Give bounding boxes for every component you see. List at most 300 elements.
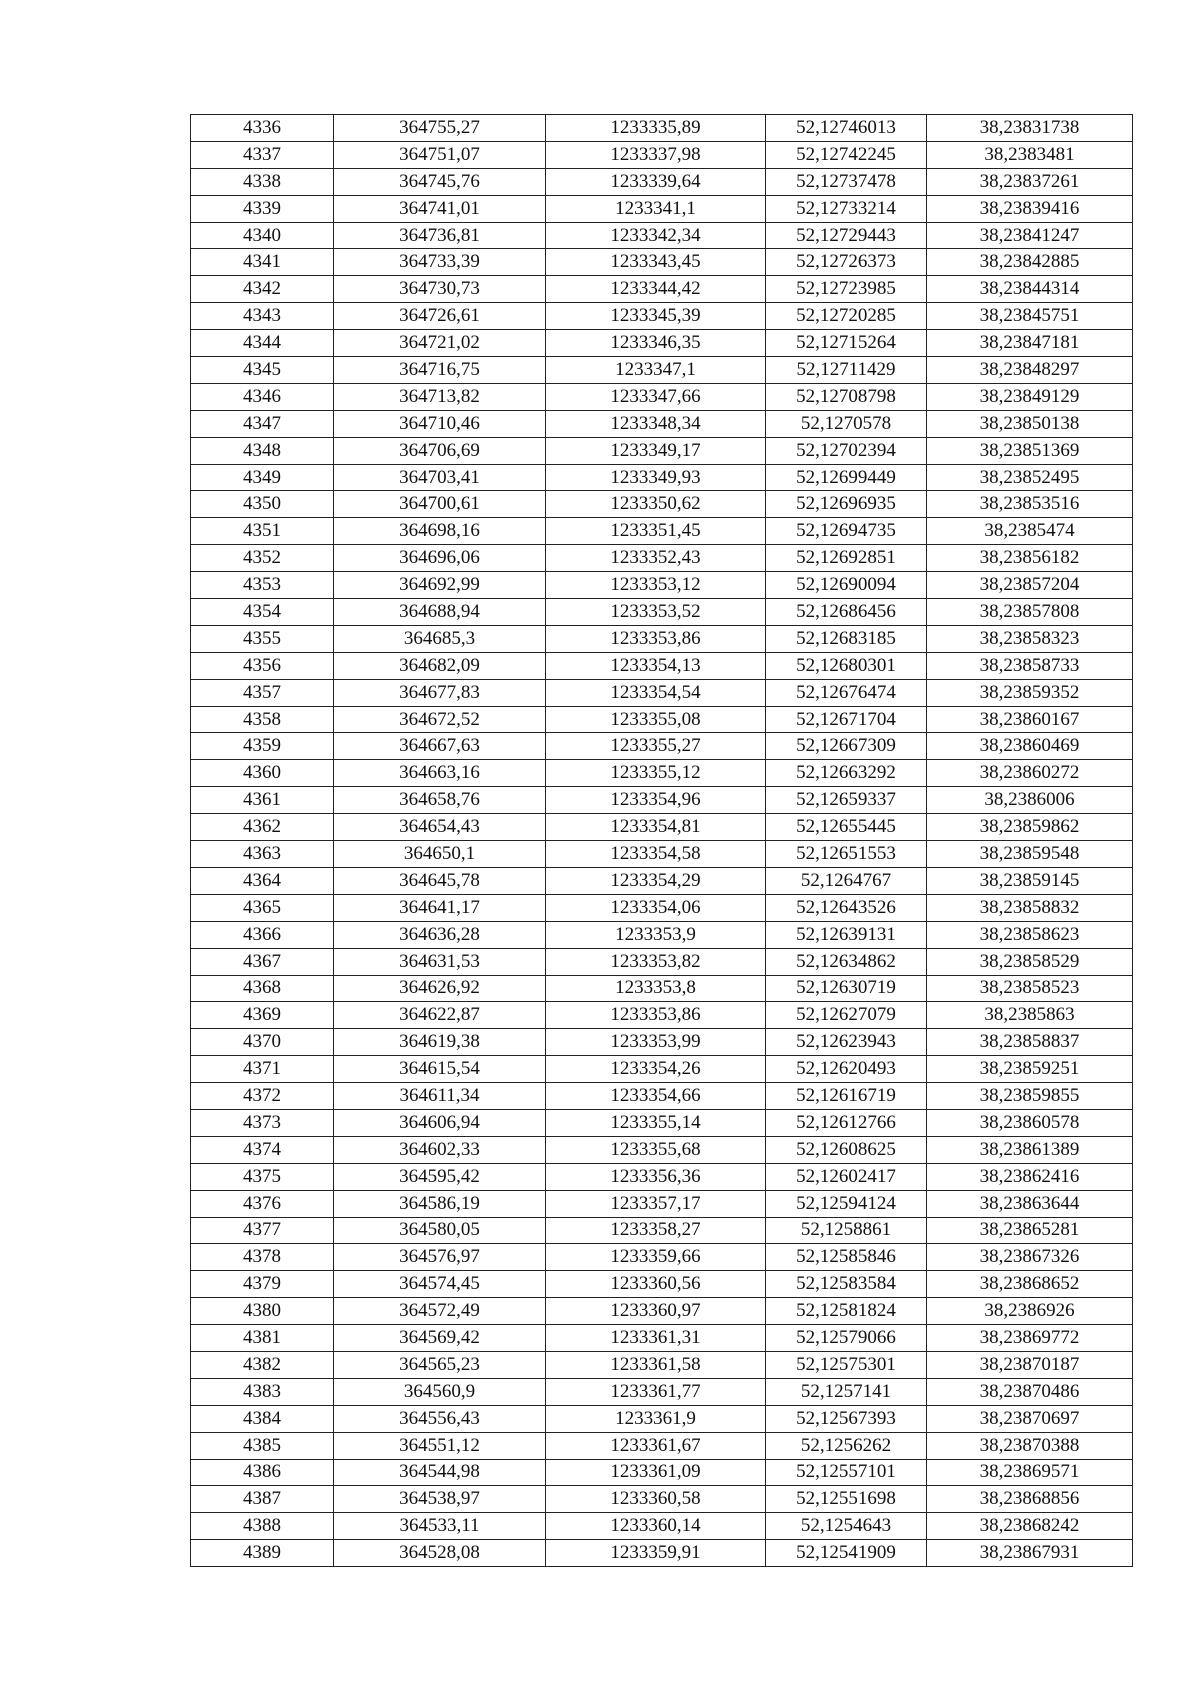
- point-number-cell: 4366: [191, 921, 334, 948]
- longitude-cell: 38,23845751: [927, 303, 1133, 330]
- point-number-cell: 4374: [191, 1136, 334, 1163]
- table-row: [191, 948, 1133, 975]
- longitude-cell: 38,2385863: [927, 1002, 1133, 1029]
- longitude-cell: 38,23859251: [927, 1056, 1133, 1083]
- table-row: [191, 706, 1133, 733]
- point-number-cell: 4381: [191, 1325, 334, 1352]
- table-row: [191, 545, 1133, 572]
- x-coordinate-cell: 364692,99: [334, 572, 546, 599]
- longitude-cell: 38,23857204: [927, 572, 1133, 599]
- y-coordinate-cell: 1233360,14: [546, 1513, 766, 1540]
- latitude-cell: 52,12616719: [766, 1083, 927, 1110]
- x-coordinate-cell: 364751,07: [334, 141, 546, 168]
- y-coordinate-cell: 1233361,67: [546, 1432, 766, 1459]
- point-number-cell: 4343: [191, 303, 334, 330]
- table-row: [191, 1325, 1133, 1352]
- table-row: [191, 760, 1133, 787]
- longitude-cell: 38,23858523: [927, 975, 1133, 1002]
- x-coordinate-cell: 364730,73: [334, 276, 546, 303]
- y-coordinate-cell: 1233343,45: [546, 249, 766, 276]
- table-row: [191, 1486, 1133, 1513]
- latitude-cell: 52,12680301: [766, 652, 927, 679]
- point-number-cell: 4373: [191, 1109, 334, 1136]
- latitude-cell: 52,1258861: [766, 1217, 927, 1244]
- y-coordinate-cell: 1233341,1: [546, 195, 766, 222]
- latitude-cell: 52,12737478: [766, 168, 927, 195]
- x-coordinate-cell: 364733,39: [334, 249, 546, 276]
- x-coordinate-cell: 364565,23: [334, 1351, 546, 1378]
- x-coordinate-cell: 364631,53: [334, 948, 546, 975]
- longitude-cell: 38,23867326: [927, 1244, 1133, 1271]
- y-coordinate-cell: 1233337,98: [546, 141, 766, 168]
- latitude-cell: 52,12557101: [766, 1459, 927, 1486]
- table-row: [191, 1298, 1133, 1325]
- latitude-cell: 52,12585846: [766, 1244, 927, 1271]
- latitude-cell: 52,12667309: [766, 733, 927, 760]
- table-row: [191, 491, 1133, 518]
- y-coordinate-cell: 1233354,58: [546, 841, 766, 868]
- y-coordinate-cell: 1233353,86: [546, 1002, 766, 1029]
- longitude-cell: 38,2383481: [927, 141, 1133, 168]
- x-coordinate-cell: 364688,94: [334, 599, 546, 626]
- longitude-cell: 38,23867931: [927, 1540, 1133, 1567]
- latitude-cell: 52,12651553: [766, 841, 927, 868]
- longitude-cell: 38,23858323: [927, 625, 1133, 652]
- x-coordinate-cell: 364619,38: [334, 1029, 546, 1056]
- x-coordinate-cell: 364569,42: [334, 1325, 546, 1352]
- x-coordinate-cell: 364726,61: [334, 303, 546, 330]
- x-coordinate-cell: 364580,05: [334, 1217, 546, 1244]
- point-number-cell: 4387: [191, 1486, 334, 1513]
- table-row: [191, 1378, 1133, 1405]
- longitude-cell: 38,23847181: [927, 330, 1133, 357]
- longitude-cell: 38,23860578: [927, 1109, 1133, 1136]
- table-row: [191, 814, 1133, 841]
- y-coordinate-cell: 1233361,77: [546, 1378, 766, 1405]
- latitude-cell: 52,12726373: [766, 249, 927, 276]
- longitude-cell: 38,23870388: [927, 1432, 1133, 1459]
- point-number-cell: 4383: [191, 1378, 334, 1405]
- x-coordinate-cell: 364636,28: [334, 921, 546, 948]
- table-row: [191, 625, 1133, 652]
- latitude-cell: 52,12623943: [766, 1029, 927, 1056]
- x-coordinate-cell: 364606,94: [334, 1109, 546, 1136]
- table-row: [191, 1513, 1133, 1540]
- latitude-cell: 52,12575301: [766, 1351, 927, 1378]
- longitude-cell: 38,23863644: [927, 1190, 1133, 1217]
- latitude-cell: 52,12579066: [766, 1325, 927, 1352]
- table-row: [191, 733, 1133, 760]
- longitude-cell: 38,23868856: [927, 1486, 1133, 1513]
- longitude-cell: 38,23849129: [927, 383, 1133, 410]
- y-coordinate-cell: 1233353,86: [546, 625, 766, 652]
- point-number-cell: 4375: [191, 1163, 334, 1190]
- y-coordinate-cell: 1233354,54: [546, 679, 766, 706]
- table-row: [191, 1056, 1133, 1083]
- point-number-cell: 4341: [191, 249, 334, 276]
- x-coordinate-cell: 364658,76: [334, 787, 546, 814]
- y-coordinate-cell: 1233345,39: [546, 303, 766, 330]
- point-number-cell: 4382: [191, 1351, 334, 1378]
- longitude-cell: 38,23859855: [927, 1083, 1133, 1110]
- latitude-cell: 52,12612766: [766, 1109, 927, 1136]
- latitude-cell: 52,12702394: [766, 437, 927, 464]
- table-row: [191, 894, 1133, 921]
- longitude-cell: 38,23858837: [927, 1029, 1133, 1056]
- y-coordinate-cell: 1233353,8: [546, 975, 766, 1002]
- y-coordinate-cell: 1233359,66: [546, 1244, 766, 1271]
- point-number-cell: 4360: [191, 760, 334, 787]
- longitude-cell: 38,23852495: [927, 464, 1133, 491]
- point-number-cell: 4356: [191, 652, 334, 679]
- latitude-cell: 52,12692851: [766, 545, 927, 572]
- table-row: [191, 1459, 1133, 1486]
- y-coordinate-cell: 1233353,82: [546, 948, 766, 975]
- point-number-cell: 4337: [191, 141, 334, 168]
- point-number-cell: 4389: [191, 1540, 334, 1567]
- x-coordinate-cell: 364574,45: [334, 1271, 546, 1298]
- longitude-cell: 38,23865281: [927, 1217, 1133, 1244]
- point-number-cell: 4378: [191, 1244, 334, 1271]
- latitude-cell: 52,12583584: [766, 1271, 927, 1298]
- table-row: [191, 1109, 1133, 1136]
- y-coordinate-cell: 1233355,12: [546, 760, 766, 787]
- longitude-cell: 38,23862416: [927, 1163, 1133, 1190]
- longitude-cell: 38,23869772: [927, 1325, 1133, 1352]
- y-coordinate-cell: 1233355,14: [546, 1109, 766, 1136]
- x-coordinate-cell: 364602,33: [334, 1136, 546, 1163]
- y-coordinate-cell: 1233353,52: [546, 599, 766, 626]
- x-coordinate-cell: 364677,83: [334, 679, 546, 706]
- latitude-cell: 52,12643526: [766, 894, 927, 921]
- point-number-cell: 4364: [191, 867, 334, 894]
- table-row: [191, 1163, 1133, 1190]
- y-coordinate-cell: 1233354,96: [546, 787, 766, 814]
- x-coordinate-cell: 364703,41: [334, 464, 546, 491]
- longitude-cell: 38,23858832: [927, 894, 1133, 921]
- y-coordinate-cell: 1233346,35: [546, 330, 766, 357]
- latitude-cell: 52,12690094: [766, 572, 927, 599]
- table-row: [191, 841, 1133, 868]
- latitude-cell: 52,12594124: [766, 1190, 927, 1217]
- point-number-cell: 4336: [191, 115, 334, 142]
- longitude-cell: 38,23858529: [927, 948, 1133, 975]
- x-coordinate-cell: 364556,43: [334, 1405, 546, 1432]
- point-number-cell: 4346: [191, 383, 334, 410]
- table-row: [191, 464, 1133, 491]
- longitude-cell: 38,23851369: [927, 437, 1133, 464]
- y-coordinate-cell: 1233355,08: [546, 706, 766, 733]
- table-row: [191, 867, 1133, 894]
- point-number-cell: 4376: [191, 1190, 334, 1217]
- point-number-cell: 4386: [191, 1459, 334, 1486]
- y-coordinate-cell: 1233355,68: [546, 1136, 766, 1163]
- coordinates-table: [190, 114, 1133, 1567]
- point-number-cell: 4385: [191, 1432, 334, 1459]
- y-coordinate-cell: 1233356,36: [546, 1163, 766, 1190]
- table-row: [191, 1405, 1133, 1432]
- latitude-cell: 52,12715264: [766, 330, 927, 357]
- x-coordinate-cell: 364595,42: [334, 1163, 546, 1190]
- longitude-cell: 38,23870697: [927, 1405, 1133, 1432]
- latitude-cell: 52,12602417: [766, 1163, 927, 1190]
- point-number-cell: 4339: [191, 195, 334, 222]
- x-coordinate-cell: 364528,08: [334, 1540, 546, 1567]
- table-row: [191, 303, 1133, 330]
- x-coordinate-cell: 364755,27: [334, 115, 546, 142]
- y-coordinate-cell: 1233354,29: [546, 867, 766, 894]
- table-row: [191, 1190, 1133, 1217]
- x-coordinate-cell: 364663,16: [334, 760, 546, 787]
- longitude-cell: 38,23858733: [927, 652, 1133, 679]
- longitude-cell: 38,23860469: [927, 733, 1133, 760]
- table-row: [191, 1540, 1133, 1567]
- table-row: [191, 679, 1133, 706]
- latitude-cell: 52,12608625: [766, 1136, 927, 1163]
- y-coordinate-cell: 1233353,12: [546, 572, 766, 599]
- x-coordinate-cell: 364572,49: [334, 1298, 546, 1325]
- y-coordinate-cell: 1233353,99: [546, 1029, 766, 1056]
- longitude-cell: 38,23859352: [927, 679, 1133, 706]
- table-row: [191, 1244, 1133, 1271]
- latitude-cell: 52,12723985: [766, 276, 927, 303]
- table-row: [191, 652, 1133, 679]
- point-number-cell: 4369: [191, 1002, 334, 1029]
- longitude-cell: 38,23868242: [927, 1513, 1133, 1540]
- latitude-cell: 52,12711429: [766, 357, 927, 384]
- x-coordinate-cell: 364696,06: [334, 545, 546, 572]
- x-coordinate-cell: 364745,76: [334, 168, 546, 195]
- point-number-cell: 4354: [191, 599, 334, 626]
- longitude-cell: 38,23869571: [927, 1459, 1133, 1486]
- point-number-cell: 4350: [191, 491, 334, 518]
- x-coordinate-cell: 364641,17: [334, 894, 546, 921]
- y-coordinate-cell: 1233352,43: [546, 545, 766, 572]
- table-row: [191, 437, 1133, 464]
- table-row: [191, 141, 1133, 168]
- latitude-cell: 52,12620493: [766, 1056, 927, 1083]
- table-row: [191, 518, 1133, 545]
- latitude-cell: 52,12720285: [766, 303, 927, 330]
- y-coordinate-cell: 1233361,09: [546, 1459, 766, 1486]
- y-coordinate-cell: 1233342,34: [546, 222, 766, 249]
- x-coordinate-cell: 364721,02: [334, 330, 546, 357]
- y-coordinate-cell: 1233358,27: [546, 1217, 766, 1244]
- latitude-cell: 52,12686456: [766, 599, 927, 626]
- latitude-cell: 52,12567393: [766, 1405, 927, 1432]
- x-coordinate-cell: 364615,54: [334, 1056, 546, 1083]
- latitude-cell: 52,12708798: [766, 383, 927, 410]
- y-coordinate-cell: 1233360,56: [546, 1271, 766, 1298]
- y-coordinate-cell: 1233335,89: [546, 115, 766, 142]
- latitude-cell: 52,1256262: [766, 1432, 927, 1459]
- table-row: [191, 975, 1133, 1002]
- longitude-cell: 38,23860272: [927, 760, 1133, 787]
- longitude-cell: 38,23868652: [927, 1271, 1133, 1298]
- latitude-cell: 52,12541909: [766, 1540, 927, 1567]
- latitude-cell: 52,12627079: [766, 1002, 927, 1029]
- y-coordinate-cell: 1233357,17: [546, 1190, 766, 1217]
- latitude-cell: 52,1264767: [766, 867, 927, 894]
- table-row: [191, 787, 1133, 814]
- x-coordinate-cell: 364551,12: [334, 1432, 546, 1459]
- point-number-cell: 4367: [191, 948, 334, 975]
- table-row: [191, 410, 1133, 437]
- point-number-cell: 4355: [191, 625, 334, 652]
- x-coordinate-cell: 364700,61: [334, 491, 546, 518]
- latitude-cell: 52,12671704: [766, 706, 927, 733]
- x-coordinate-cell: 364560,9: [334, 1378, 546, 1405]
- x-coordinate-cell: 364586,19: [334, 1190, 546, 1217]
- y-coordinate-cell: 1233361,31: [546, 1325, 766, 1352]
- table-row: [191, 222, 1133, 249]
- y-coordinate-cell: 1233361,58: [546, 1351, 766, 1378]
- point-number-cell: 4359: [191, 733, 334, 760]
- y-coordinate-cell: 1233347,1: [546, 357, 766, 384]
- y-coordinate-cell: 1233351,45: [546, 518, 766, 545]
- point-number-cell: 4349: [191, 464, 334, 491]
- latitude-cell: 52,12663292: [766, 760, 927, 787]
- table-row: [191, 1029, 1133, 1056]
- x-coordinate-cell: 364710,46: [334, 410, 546, 437]
- latitude-cell: 52,1270578: [766, 410, 927, 437]
- longitude-cell: 38,23870486: [927, 1378, 1133, 1405]
- y-coordinate-cell: 1233359,91: [546, 1540, 766, 1567]
- latitude-cell: 52,12746013: [766, 115, 927, 142]
- point-number-cell: 4371: [191, 1056, 334, 1083]
- x-coordinate-cell: 364682,09: [334, 652, 546, 679]
- x-coordinate-cell: 364654,43: [334, 814, 546, 841]
- y-coordinate-cell: 1233353,9: [546, 921, 766, 948]
- longitude-cell: 38,2386926: [927, 1298, 1133, 1325]
- point-number-cell: 4388: [191, 1513, 334, 1540]
- y-coordinate-cell: 1233349,17: [546, 437, 766, 464]
- table-row: [191, 276, 1133, 303]
- x-coordinate-cell: 364538,97: [334, 1486, 546, 1513]
- point-number-cell: 4344: [191, 330, 334, 357]
- point-number-cell: 4361: [191, 787, 334, 814]
- table-row: [191, 1217, 1133, 1244]
- latitude-cell: 52,12634862: [766, 948, 927, 975]
- longitude-cell: 38,23841247: [927, 222, 1133, 249]
- longitude-cell: 38,23857808: [927, 599, 1133, 626]
- coordinates-table-body: [191, 115, 1133, 1567]
- y-coordinate-cell: 1233354,66: [546, 1083, 766, 1110]
- latitude-cell: 52,12676474: [766, 679, 927, 706]
- latitude-cell: 52,12581824: [766, 1298, 927, 1325]
- point-number-cell: 4352: [191, 545, 334, 572]
- point-number-cell: 4340: [191, 222, 334, 249]
- longitude-cell: 38,23858623: [927, 921, 1133, 948]
- latitude-cell: 52,12729443: [766, 222, 927, 249]
- x-coordinate-cell: 364672,52: [334, 706, 546, 733]
- latitude-cell: 52,12742245: [766, 141, 927, 168]
- x-coordinate-cell: 364685,3: [334, 625, 546, 652]
- latitude-cell: 52,12683185: [766, 625, 927, 652]
- table-row: [191, 168, 1133, 195]
- longitude-cell: 38,23848297: [927, 357, 1133, 384]
- x-coordinate-cell: 364736,81: [334, 222, 546, 249]
- x-coordinate-cell: 364650,1: [334, 841, 546, 868]
- longitude-cell: 38,23861389: [927, 1136, 1133, 1163]
- x-coordinate-cell: 364667,63: [334, 733, 546, 760]
- point-number-cell: 4353: [191, 572, 334, 599]
- y-coordinate-cell: 1233354,06: [546, 894, 766, 921]
- point-number-cell: 4358: [191, 706, 334, 733]
- point-number-cell: 4338: [191, 168, 334, 195]
- longitude-cell: 38,23859862: [927, 814, 1133, 841]
- table-row: [191, 195, 1133, 222]
- x-coordinate-cell: 364626,92: [334, 975, 546, 1002]
- table-row: [191, 572, 1133, 599]
- point-number-cell: 4370: [191, 1029, 334, 1056]
- latitude-cell: 52,12630719: [766, 975, 927, 1002]
- latitude-cell: 52,12659337: [766, 787, 927, 814]
- latitude-cell: 52,12699449: [766, 464, 927, 491]
- point-number-cell: 4351: [191, 518, 334, 545]
- point-number-cell: 4342: [191, 276, 334, 303]
- longitude-cell: 38,23870187: [927, 1351, 1133, 1378]
- longitude-cell: 38,23859145: [927, 867, 1133, 894]
- longitude-cell: 38,23837261: [927, 168, 1133, 195]
- y-coordinate-cell: 1233355,27: [546, 733, 766, 760]
- x-coordinate-cell: 364706,69: [334, 437, 546, 464]
- longitude-cell: 38,23842885: [927, 249, 1133, 276]
- latitude-cell: 52,1254643: [766, 1513, 927, 1540]
- point-number-cell: 4345: [191, 357, 334, 384]
- y-coordinate-cell: 1233360,97: [546, 1298, 766, 1325]
- longitude-cell: 38,23853516: [927, 491, 1133, 518]
- table-row: [191, 599, 1133, 626]
- latitude-cell: 52,12655445: [766, 814, 927, 841]
- table-row: [191, 383, 1133, 410]
- table-row: [191, 330, 1133, 357]
- x-coordinate-cell: 364544,98: [334, 1459, 546, 1486]
- point-number-cell: 4384: [191, 1405, 334, 1432]
- point-number-cell: 4357: [191, 679, 334, 706]
- y-coordinate-cell: 1233339,64: [546, 168, 766, 195]
- longitude-cell: 38,2386006: [927, 787, 1133, 814]
- longitude-cell: 38,23850138: [927, 410, 1133, 437]
- table-row: [191, 1351, 1133, 1378]
- y-coordinate-cell: 1233344,42: [546, 276, 766, 303]
- point-number-cell: 4380: [191, 1298, 334, 1325]
- table-row: [191, 921, 1133, 948]
- point-number-cell: 4379: [191, 1271, 334, 1298]
- x-coordinate-cell: 364741,01: [334, 195, 546, 222]
- x-coordinate-cell: 364576,97: [334, 1244, 546, 1271]
- y-coordinate-cell: 1233361,9: [546, 1405, 766, 1432]
- y-coordinate-cell: 1233350,62: [546, 491, 766, 518]
- point-number-cell: 4365: [191, 894, 334, 921]
- x-coordinate-cell: 364645,78: [334, 867, 546, 894]
- y-coordinate-cell: 1233354,13: [546, 652, 766, 679]
- latitude-cell: 52,1257141: [766, 1378, 927, 1405]
- y-coordinate-cell: 1233360,58: [546, 1486, 766, 1513]
- longitude-cell: 38,23831738: [927, 115, 1133, 142]
- x-coordinate-cell: 364533,11: [334, 1513, 546, 1540]
- table-row: [191, 1002, 1133, 1029]
- y-coordinate-cell: 1233347,66: [546, 383, 766, 410]
- x-coordinate-cell: 364611,34: [334, 1083, 546, 1110]
- point-number-cell: 4347: [191, 410, 334, 437]
- table-row: [191, 357, 1133, 384]
- latitude-cell: 52,12733214: [766, 195, 927, 222]
- point-number-cell: 4363: [191, 841, 334, 868]
- latitude-cell: 52,12696935: [766, 491, 927, 518]
- longitude-cell: 38,23856182: [927, 545, 1133, 572]
- table-row: [191, 1083, 1133, 1110]
